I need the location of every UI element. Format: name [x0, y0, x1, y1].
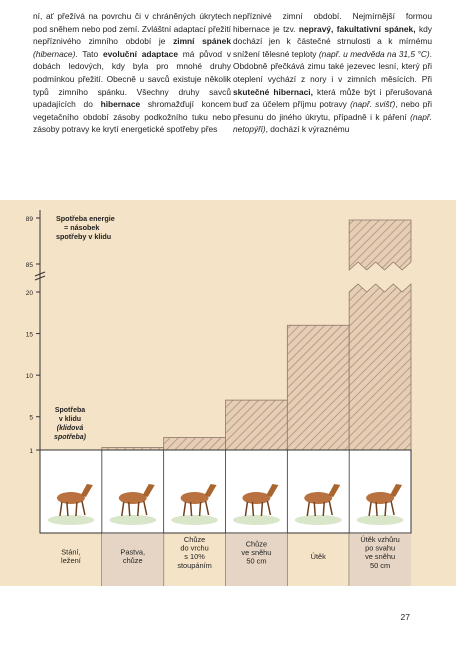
category-label: do vrchu: [180, 543, 209, 553]
category-label: ve sněhu: [241, 547, 272, 557]
ground-patch: [109, 515, 156, 525]
category-label: Pastva,: [120, 547, 146, 557]
y-tick-label: 85: [25, 262, 33, 269]
category-label: ve sněhu: [365, 552, 396, 562]
bar-top-segment: [349, 220, 411, 270]
deer-illustration: [242, 492, 270, 504]
category-label: Chůze: [245, 539, 268, 549]
y-tick-label: 15: [25, 331, 33, 339]
category-label: Chůze: [183, 535, 206, 544]
y-tick-label: 1: [29, 448, 33, 455]
category-label: po svahu: [365, 543, 396, 553]
ground-patch: [357, 515, 404, 525]
category-label: 50 cm: [246, 556, 267, 566]
energy-consumption-chart: [0, 200, 456, 586]
y-tick-label: 89: [25, 216, 33, 223]
left-paragraph: ní, ať přežívá na povrchu či v chráněných úkrytech pod sněhem nebo pod zemí. Zvláštní adaptací přežití nepříznivého zimního období je zimní spánek (hibernace). Tato evoluční adaptace má původ v dobách ledových, kdy byla pro mnohé druhy podmínkou přežití. Obecně u savců existuje několik typů zimního spánku. Všechny druhy savců upadajících do hibernace shromažďují koncem vegetačního období zásoby podkožního tuku nebo zásoby potravy ke krytí energetické spotřeby přes: [33, 11, 231, 135]
deer-illustration: [304, 492, 332, 504]
category-label: chůze: [122, 556, 143, 566]
bar: [164, 438, 226, 450]
deer-illustration: [119, 492, 147, 504]
category-label: s 10%: [184, 552, 205, 562]
deer-illustration: [366, 492, 394, 504]
right-text-column: [233, 10, 432, 136]
page-number: 27: [400, 612, 410, 622]
chart-title-line3: spotřeby v klidu: [56, 232, 112, 241]
y-tick-label: 20: [25, 290, 33, 297]
rest-consumption-note: Spotřeba: [54, 407, 86, 414]
category-label: Útěk vzhůru: [360, 535, 400, 544]
rest-consumption-note: (klidová: [56, 425, 84, 432]
bar: [349, 284, 411, 450]
category-label: stoupáním: [177, 560, 212, 570]
chart-svg: [0, 200, 456, 586]
bar: [287, 325, 349, 450]
rest-consumption-note: spotřeba): [54, 434, 86, 441]
left-text-column: [33, 10, 231, 136]
deer-illustration: [57, 492, 85, 504]
chart-title-line1: Spotřeba energie: [56, 214, 115, 223]
ground-patch: [47, 515, 94, 525]
category-label: 50 cm: [370, 560, 391, 570]
rest-consumption-note: v klidu: [58, 416, 82, 423]
right-paragraph: nepříznivé zimní období. Nejmírnější formou hibernace je tzv. nepravý, fakultativní spánek, kdy dochází jen k částečné strnulosti a k mírnému snížení tělesné teploty (např. u medvěda na 31,5 °C). Obdobně přečkává zimu také jezevec lesní, který při oteplení vychází z nory i v zimních měsících. Při skutečné hibernaci, která může být i přerušovaná buď za účelem příjmu potravy (např. svišť), nebo při přesunu do jiného úkrytu, případně i k páření (např. netopýři), dochází k výraznému: [233, 11, 432, 135]
chart-title-line2: = násobek: [64, 223, 100, 232]
ground-patch: [171, 515, 218, 525]
ground-patch: [295, 515, 342, 525]
deer-illustration: [181, 492, 209, 504]
bar: [226, 400, 288, 450]
category-label: Útěk: [310, 551, 326, 561]
category-label: Stání,: [61, 547, 81, 557]
category-label: ležení: [61, 556, 81, 566]
ground-patch: [233, 515, 280, 525]
y-tick-label: 10: [25, 373, 33, 381]
y-tick-label: 5: [29, 414, 33, 422]
